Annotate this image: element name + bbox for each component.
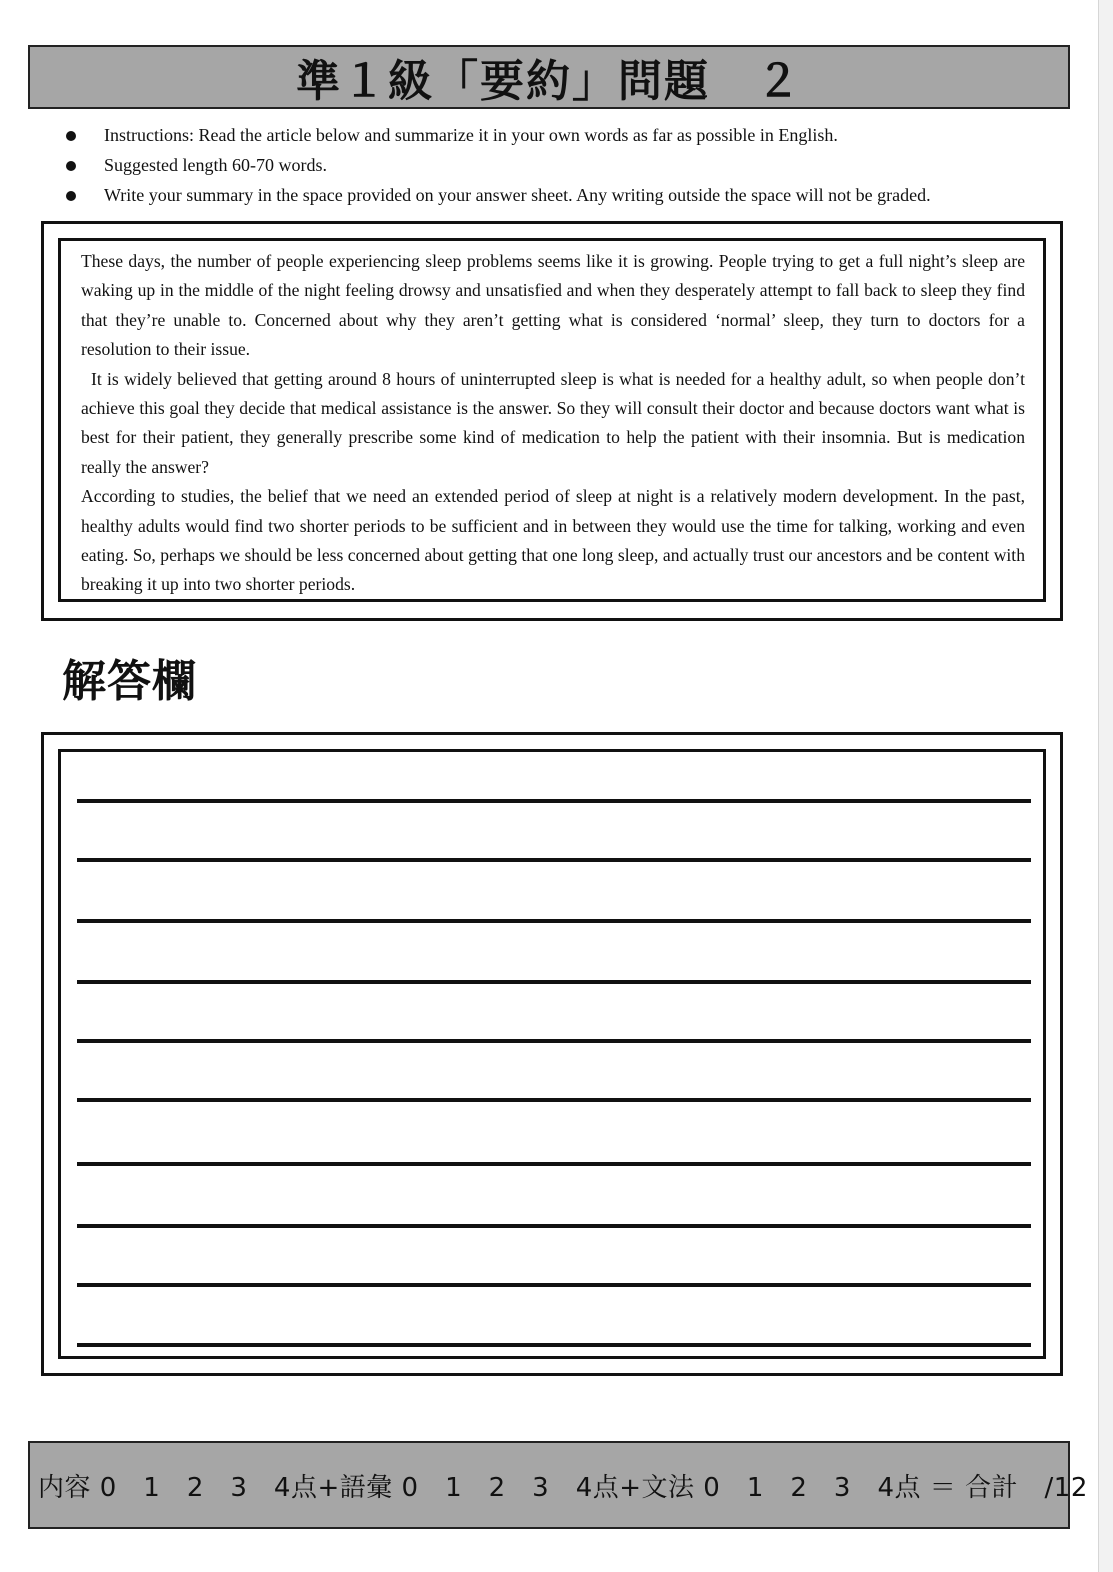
passage-paragraph: These days, the number of people experiencing sleep problems seems like it is growing. People trying to get a full night’s sleep are waking up in the middle of the night feeling drowsy and unsatisfied and when they desperately attempt to fall back to sleep they find that they’re unable to. Concerned about why they aren’t getting what is considered ‘normal’ sleep, they turn to doctors for a resolution to their issue. bbox=[81, 251, 1025, 360]
passage-paragraph: According to studies, the belief that we need an extended period of sleep at night is a relatively modern development. In the past, healthy adults would find two shorter periods to be sufficient and in between they would use the time for talking, working and even eating. So, perhaps we should be less concerned about getting that one long sleep, and actually trust our ancestors and be content with breaking it up into two shorter periods. bbox=[81, 486, 1025, 595]
answer-line[interactable] bbox=[77, 919, 1031, 923]
instruction-text: Write your summary in the space provided on your answer sheet. Any writing outside the space will not be graded. bbox=[104, 185, 931, 205]
bullet-icon bbox=[66, 191, 76, 201]
instructions-list bbox=[60, 120, 1060, 210]
answer-line[interactable] bbox=[77, 799, 1031, 803]
answer-heading: 解答欄 bbox=[62, 656, 197, 707]
passage-frame bbox=[41, 221, 1063, 621]
passage-text bbox=[81, 247, 1025, 600]
answer-line[interactable] bbox=[77, 1039, 1031, 1043]
instruction-text: Instructions: Read the article below and summarize it in your own words as far as possible in English. bbox=[104, 125, 838, 145]
answer-line[interactable] bbox=[77, 1162, 1031, 1166]
instruction-item bbox=[60, 180, 1060, 210]
score-rubric: 内容 0 1 2 3 4点+語彙 0 1 2 3 4点+文法 0 1 2 3 4点 ＝ 合計 /12 bbox=[38, 1472, 1088, 1503]
answer-line[interactable] bbox=[77, 980, 1031, 984]
answer-frame bbox=[41, 732, 1063, 1376]
instruction-item bbox=[60, 120, 1060, 150]
title-bar bbox=[28, 45, 1070, 109]
page-title: 準１級「要約」問題 ２ bbox=[296, 56, 802, 107]
passage-paragraph: It is widely believed that getting around 8 hours of uninterrupted sleep is what is needed for a healthy adult, so when people don’t achieve this goal they decide that medical assistance is the answer. So they will consult their doctor and because doctors want what is best for their patient, they generally prescribe some kind of medication to help the patient with their insomnia. But is medication really the answer? bbox=[81, 368, 1025, 477]
answer-line[interactable] bbox=[77, 1098, 1031, 1102]
instruction-text: Suggested length 60-70 words. bbox=[104, 155, 327, 175]
score-bar bbox=[28, 1441, 1088, 1529]
instruction-item bbox=[60, 150, 1060, 180]
bullet-icon bbox=[66, 161, 76, 171]
answer-line[interactable] bbox=[77, 858, 1031, 862]
answer-line[interactable] bbox=[77, 1283, 1031, 1287]
answer-line[interactable] bbox=[77, 1343, 1031, 1347]
bullet-icon bbox=[66, 131, 76, 141]
passage-box bbox=[58, 238, 1046, 602]
page-edge bbox=[1098, 0, 1113, 1572]
answer-box[interactable] bbox=[58, 749, 1046, 1359]
answer-line[interactable] bbox=[77, 1224, 1031, 1228]
